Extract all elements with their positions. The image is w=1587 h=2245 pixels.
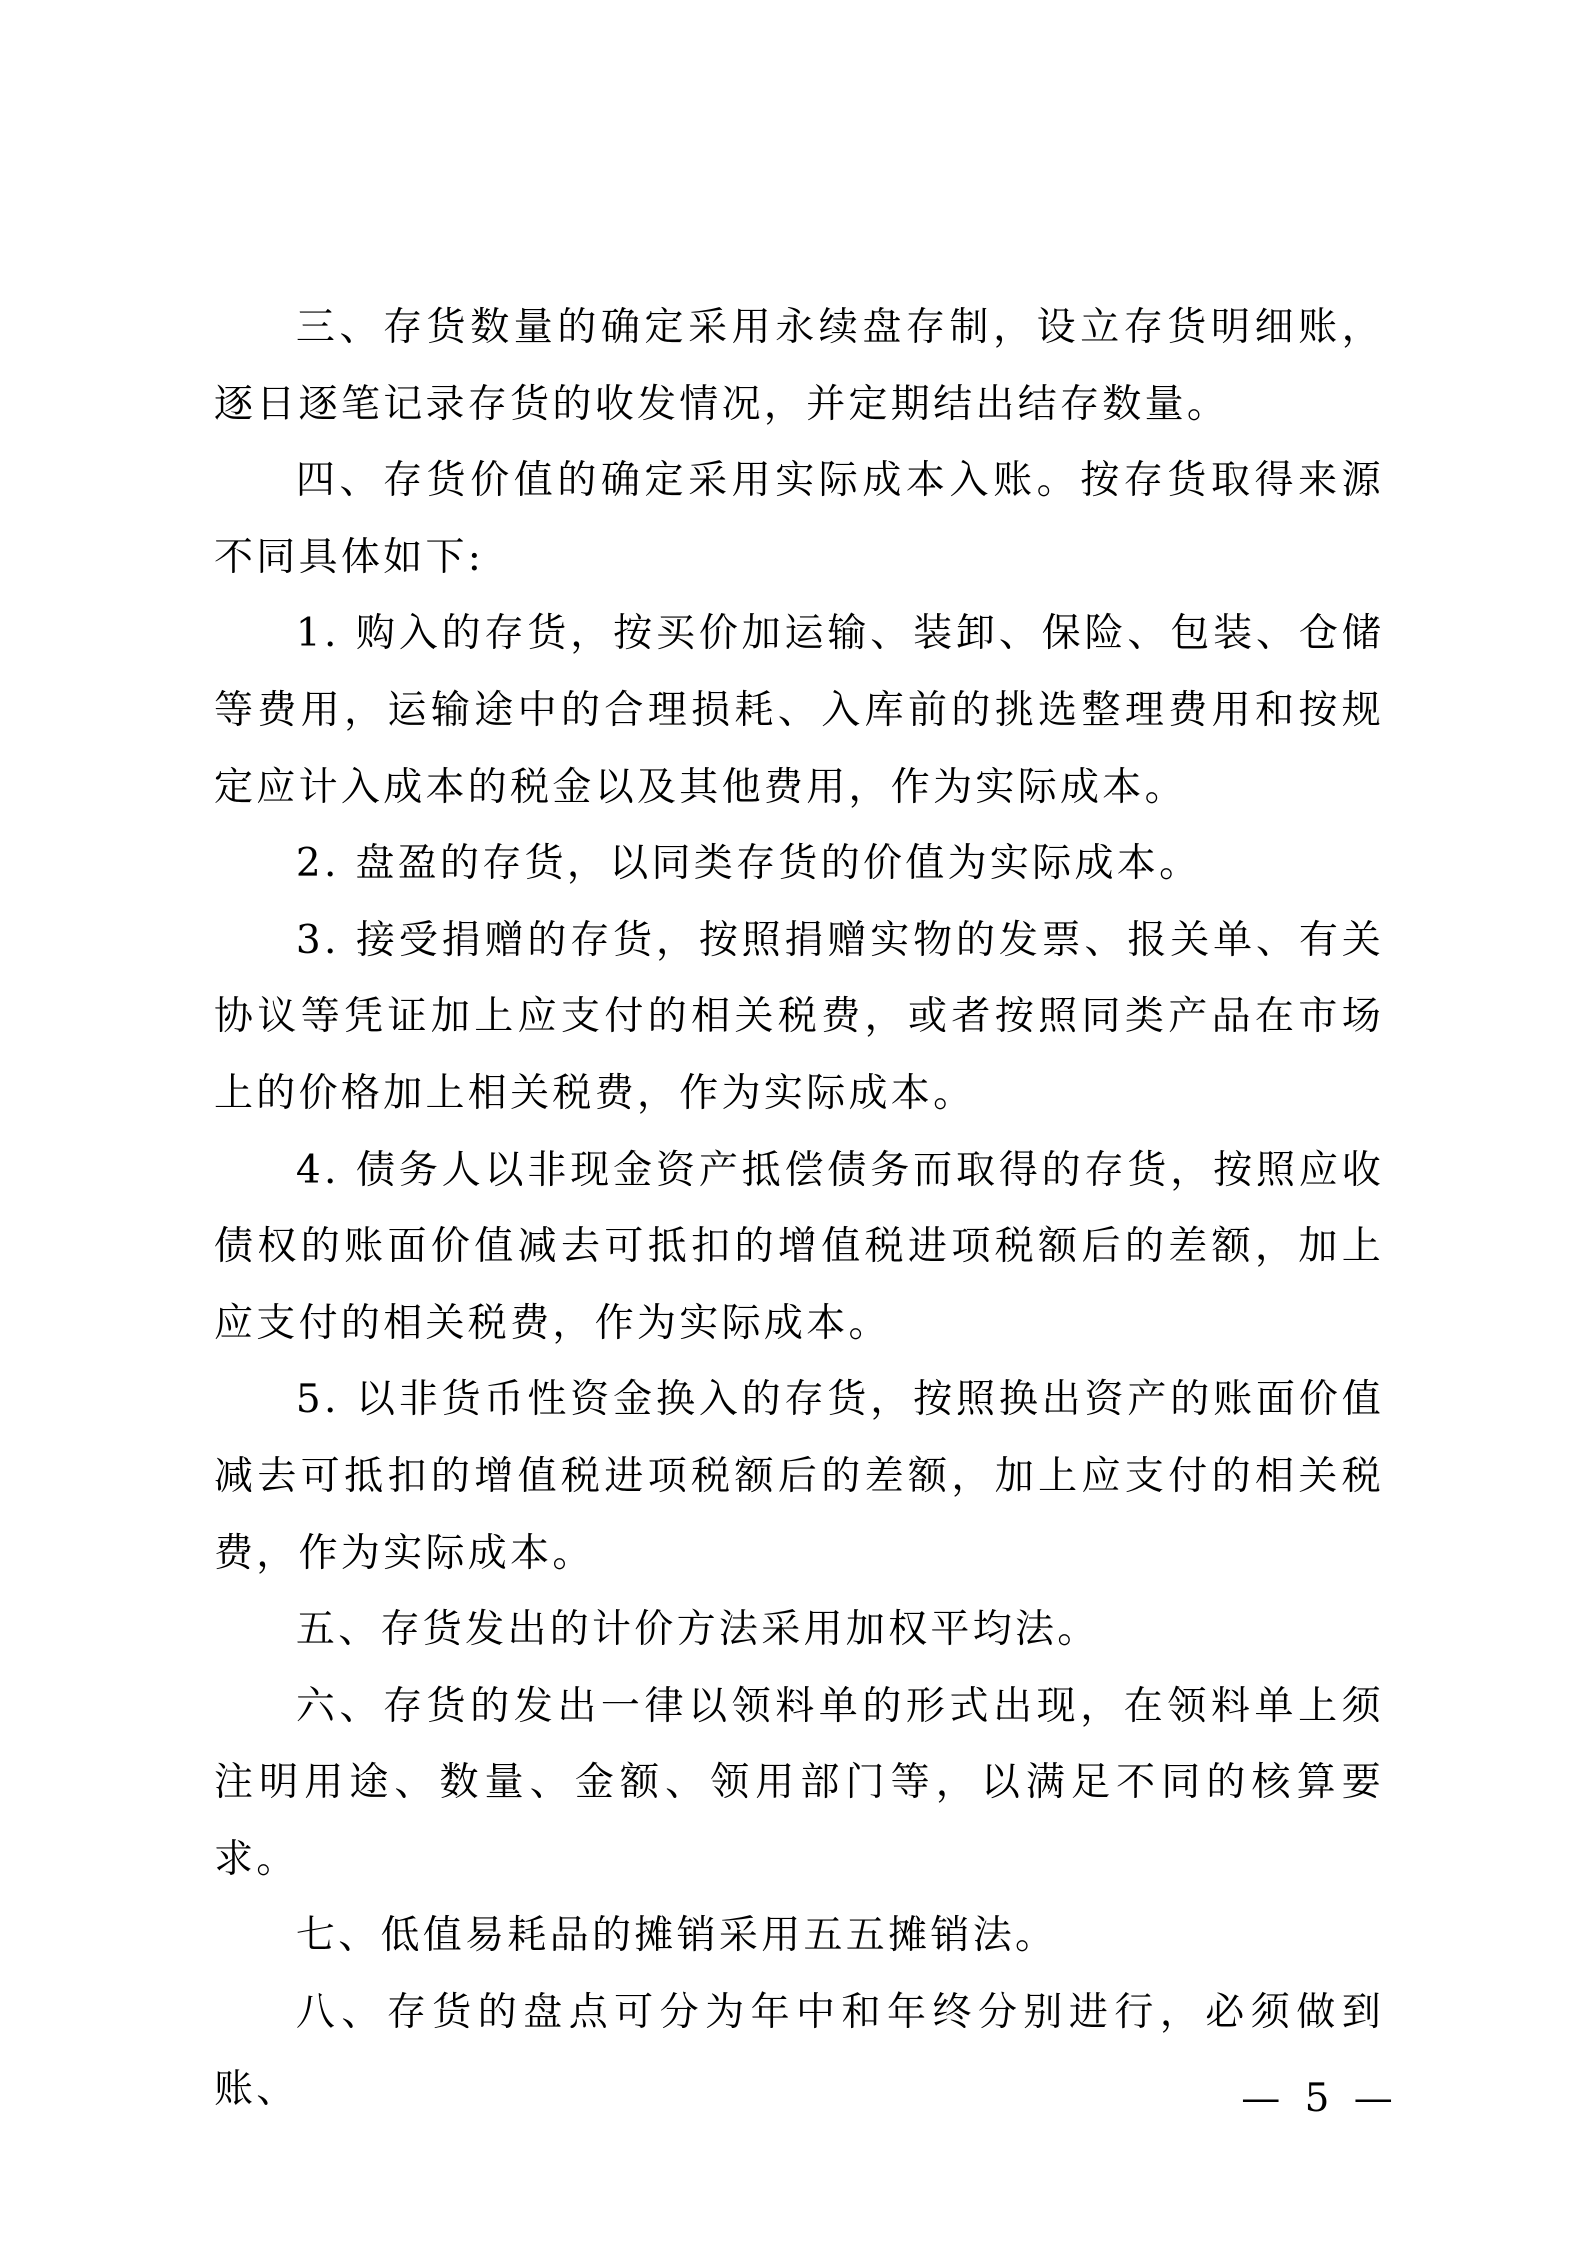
paragraph-surplus-inventory: 2. 盘盈的存货，以同类存货的价值为实际成本。: [295, 841, 1202, 887]
paragraph-requisition-form: 六、存货的发出一律以领料单的形式出现，在领料单上须注明用途、数量、金额、领用部门等，以满足不同的核算要求。: [214, 1683, 1384, 1882]
paragraph-donated-inventory: 3. 接受捐赠的存货，按照捐赠实物的发票、报关单、有关协议等凭证加上应支付的相关税费，或者按照同类产品在市场上的价格加上相关税费，作为实际成本。: [214, 917, 1384, 1116]
paragraph-purchased-inventory: 1. 购入的存货，按买价加运输、装卸、保险、包装、仓储等费用，运输途中的合理损耗、入库前的挑选整理费用和按规定应计入成本的税金以及其他费用，作为实际成本。: [214, 611, 1384, 810]
paragraph-inventory-valuation: 四、存货价值的确定采用实际成本入账。按存货取得来源不同具体如下:: [214, 458, 1384, 580]
paragraph-inventory-count: 八、存货的盘点可分为年中和年终分别进行，必须做到账、: [214, 1990, 1384, 2112]
paragraph-low-value-consumables: 七、低值易耗品的摊销采用五五摊销法。: [295, 1913, 1058, 1959]
paragraph-debt-restructuring-inventory: 4. 债务人以非现金资产抵偿债务而取得的存货，按照应收债权的账面价值减去可抵扣的增值税进项税额后的差额，加上应支付的相关税费，作为实际成本。: [214, 1147, 1384, 1346]
body-text: [214, 290, 1384, 2128]
paragraph-perpetual-inventory: 三、存货数量的确定采用永续盘存制，设立存货明细账，逐日逐笔记录存货的收发情况，并定期结出结存数量。: [214, 305, 1384, 427]
paragraph-non-monetary-exchange-inventory: 5. 以非货币性资金换入的存货，按照换出资产的账面价值减去可抵扣的增值税进项税额后的差额，加上应支付的相关税费，作为实际成本。: [214, 1377, 1384, 1576]
page-number: — 5 —: [1241, 2076, 1399, 2121]
paragraph-issue-pricing-method: 五、存货发出的计价方法采用加权平均法。: [295, 1607, 1100, 1653]
